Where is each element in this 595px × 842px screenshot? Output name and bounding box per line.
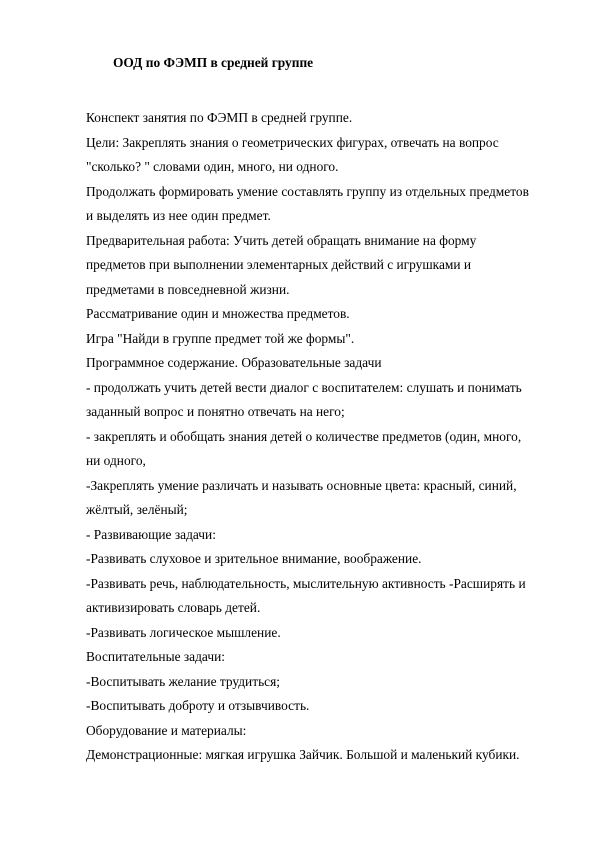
text-line: -Развивать речь, наблюдательность, мыслительную активность -Расширять и	[86, 575, 526, 591]
text-line: Конспект занятия по ФЭМП в средней группе.	[86, 110, 353, 125]
text-line: - Развивающие задачи:	[86, 526, 216, 542]
text-line: Демонстрационные: мягкая игрушка Зайчик. Большой и маленький кубики.	[86, 747, 520, 762]
text-line: - продолжать учить детей вести диалог с воспитателем: слушать и понимать	[86, 379, 522, 395]
text-line: заданный вопрос и понятно отвечать на него;	[86, 404, 345, 419]
text-line: предметов при выполнении элементарных действий с игрушками и	[86, 257, 472, 272]
text-line: Воспитательные задачи:	[86, 649, 225, 664]
text-line: Оборудование и материалы:	[86, 722, 247, 738]
text-line: -Воспитывать желание трудиться;	[86, 673, 281, 689]
text-line: -Закреплять умение различать и называть основные цвета: красный, синий,	[86, 477, 517, 493]
document-body	[86, 106, 556, 768]
text-line: ни одного,	[86, 453, 146, 468]
text-line: Программное содержание. Образовательные задачи	[86, 355, 382, 370]
document-title: ООД по ФЭМП в средней группе	[113, 55, 314, 70]
text-line: предметами в повседневной жизни.	[86, 281, 290, 297]
text-line: -Развивать логическое мышление.	[86, 624, 281, 640]
text-line: "сколько? " словами один, много, ни одного.	[86, 159, 339, 174]
text-line: Продолжать формировать умение составлять группу из отдельных предметов	[86, 183, 529, 199]
text-line: активизировать словарь детей.	[86, 600, 261, 615]
text-line: жёлтый, зелёный;	[86, 502, 188, 517]
text-line: Цели: Закреплять знания о геометрических фигурах, отвечать на вопрос	[86, 134, 499, 150]
text-line: -Воспитывать доброту и отзывчивость.	[86, 698, 310, 713]
text-line: -Развивать слуховое и зрительное внимание, воображение.	[86, 551, 422, 566]
text-line: и выделять из нее один предмет.	[86, 208, 271, 223]
text-line: - закреплять и обобщать знания детей о количестве предметов (один, много,	[86, 428, 522, 444]
text-line: Предварительная работа: Учить детей обращать внимание на форму	[86, 232, 477, 248]
text-line: Игра "Найди в группе предмет той же формы".	[86, 330, 355, 346]
text-line: Рассматривание один и множества предметов.	[86, 306, 350, 321]
